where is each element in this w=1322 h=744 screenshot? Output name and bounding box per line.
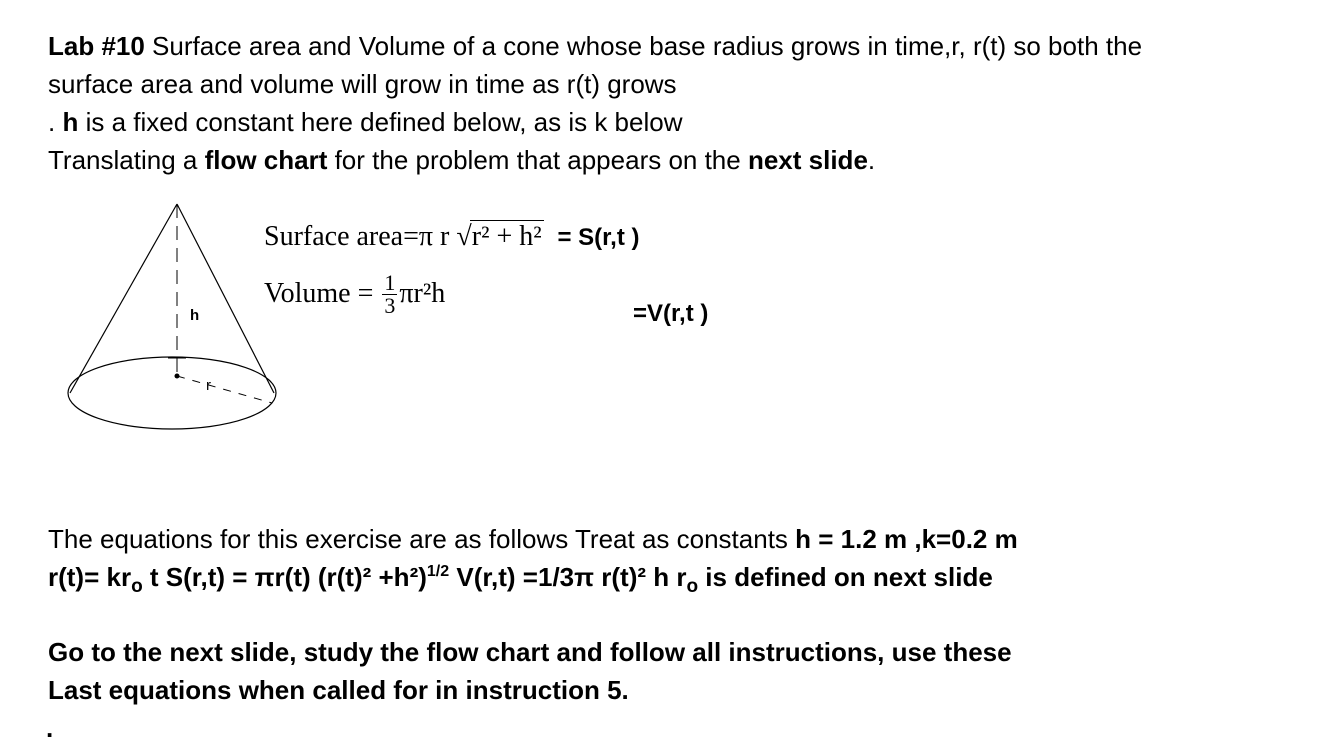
- volume-result: =V(r,t ): [633, 300, 709, 327]
- volume-formula: [264, 272, 445, 317]
- ro-note: is defined on next slide: [698, 562, 993, 592]
- surface-eq: =π r: [403, 221, 457, 252]
- fraction-denominator: 3: [384, 293, 396, 318]
- line4-end: .: [867, 145, 876, 175]
- h-label: h: [190, 307, 200, 324]
- cone-left-edge: [70, 204, 177, 393]
- s-equation: t S(r,t) = πr(t) (r(t)² +h²): [142, 562, 427, 592]
- line4-pre: Translating a: [48, 145, 205, 175]
- line3-text: is a fixed constant here defined below, as is k below: [78, 107, 683, 137]
- intro-line-4: [48, 144, 875, 176]
- fraction-numerator: 1: [384, 270, 396, 295]
- cone-right-edge: [177, 204, 274, 393]
- title-text: Surface area and Volume of a cone whose base radius grows in time,r, r(t) so both the: [144, 31, 1143, 61]
- flow-chart-bold: flow chart: [204, 145, 328, 175]
- volume-label: Volume =: [264, 277, 381, 309]
- sqrt-sign: √: [456, 221, 472, 252]
- cone-base-ellipse: [68, 357, 276, 429]
- h-bold: h: [62, 107, 79, 137]
- equations-line-2: [48, 561, 993, 597]
- cone-diagram: [60, 198, 290, 448]
- equations-line-1: [48, 523, 1018, 555]
- intro-line-3: [48, 106, 682, 138]
- line4-mid: for the problem that appears on the: [327, 145, 748, 175]
- r-label: r: [206, 377, 211, 394]
- r-subscript: o: [131, 576, 143, 597]
- intro-line-2: surface area and volume will grow in time as r(t) grows: [48, 69, 677, 99]
- title-line: [48, 30, 1142, 62]
- line3-prefix: .: [48, 107, 63, 137]
- half-power: 1/2: [426, 563, 450, 580]
- constants-values: h = 1.2 m ,k=0.2 m: [795, 524, 1018, 554]
- trailing-dot: .: [46, 713, 54, 743]
- surface-area-formula: [264, 220, 639, 254]
- next-slide-bold: next slide: [747, 145, 868, 175]
- surface-label: Surface area: [264, 221, 404, 252]
- radius-line: [177, 376, 272, 403]
- volume-rest: πr²h: [399, 277, 446, 309]
- v-equation: V(r,t) =1/3π r(t)² h r: [449, 562, 687, 592]
- equations-intro: The equations for this exercise are as follows Treat as constants: [48, 524, 796, 554]
- instructions-line-2: Last equations when called for in instruction 5.: [48, 675, 629, 705]
- ro-subscript: o: [686, 576, 699, 597]
- lab-number: Lab #10: [48, 31, 145, 61]
- sqrt-content: r² + h²: [471, 221, 542, 252]
- r-equation: r(t)= kr: [48, 562, 132, 592]
- one-third-fraction: [382, 272, 397, 317]
- surface-result: = S(r,t ): [557, 224, 640, 251]
- instructions-line-1: Go to the next slide, study the flow chart and follow all instructions, use these: [48, 637, 1012, 667]
